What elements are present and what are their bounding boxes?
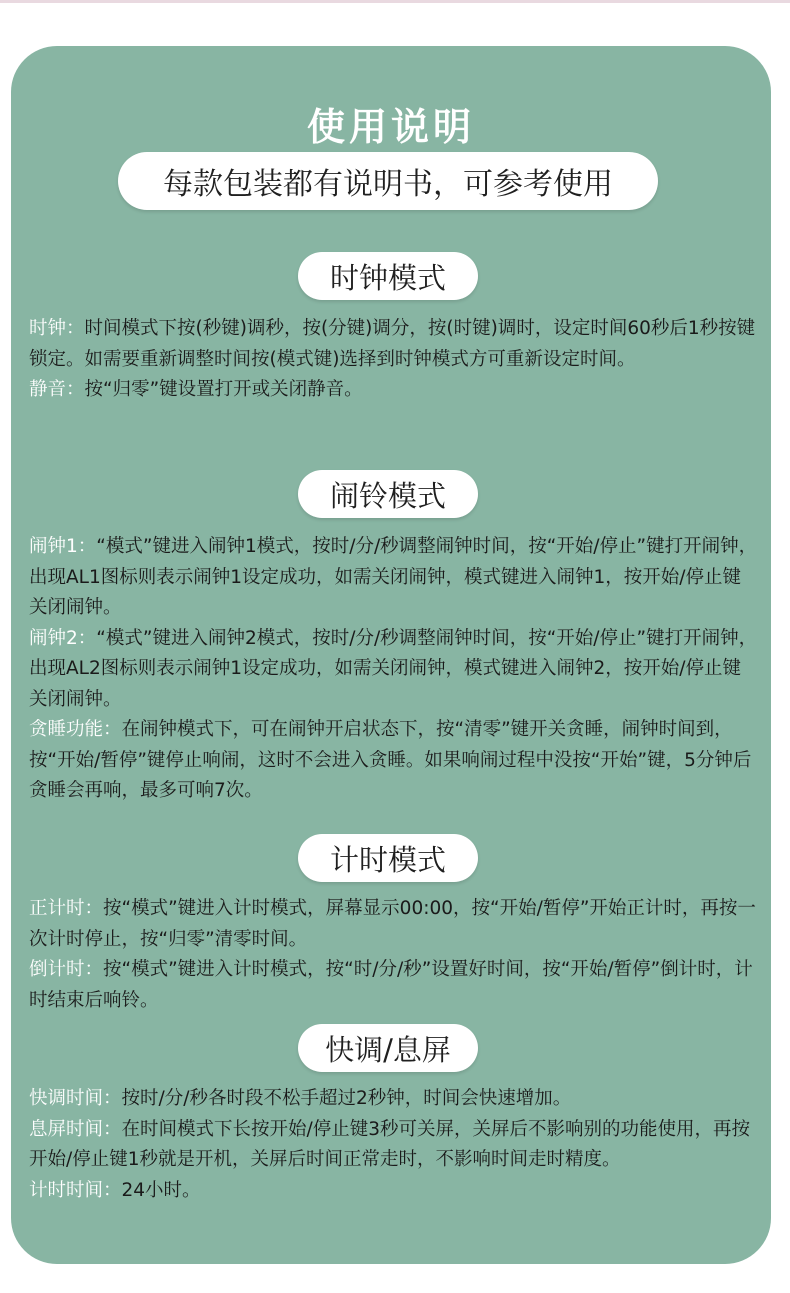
instruction-item xyxy=(29,375,759,406)
item-text: 按“归零”键设置打开或关闭静音。 xyxy=(84,379,363,400)
instruction-item xyxy=(29,624,759,716)
item-label: 快调时间： xyxy=(29,1088,122,1109)
section-heading-quick: 快调/息屏 xyxy=(298,1024,478,1072)
section-body-clock xyxy=(29,314,759,406)
instruction-item xyxy=(29,715,759,807)
instructions-card xyxy=(11,46,771,1264)
item-label: 贪睡功能： xyxy=(29,719,122,740)
item-text: 按“模式”键进入计时模式，按“时/分/秒”设置好时间，按“开始/暂停”倒计时，计时结束后响铃。 xyxy=(29,959,753,1011)
item-label: 计时时间： xyxy=(29,1179,122,1201)
item-text: 在时间模式下长按开始/停止键3秒可关屏，关屏后不影响别的功能使用，再按开始/停止键1秒就是开机，关屏后时间正常走时，不影响时间走时精度。 xyxy=(29,1118,751,1170)
instruction-item xyxy=(29,894,759,955)
page-title: 使用说明 xyxy=(306,105,475,149)
item-label: 时钟： xyxy=(29,318,85,339)
item-text: 时间模式下按(秒键)调秒，按(分键)调分，按(时键)调时，设定时间60秒后1秒按键锁定。如需要重新调整时间按(模式键)选择到时钟模式方可重新设定时间。 xyxy=(29,318,756,370)
item-label: 闹钟1： xyxy=(29,536,97,557)
instruction-item xyxy=(29,1176,759,1207)
section-body-alarm xyxy=(29,532,759,807)
item-text: 在闹钟模式下，可在闹钟开启状态下，按“清零”键开关贪睡，闹钟时间到，按“开始/暂停”键停止响闹，这时不会进入贪睡。如果响闹过程中没按“开始”键，5分钟后贪睡会再响，最多可响7次。 xyxy=(29,719,752,801)
item-text: 按时/分/秒各时段不松手超过2秒钟，时间会快速增加。 xyxy=(121,1088,572,1109)
subtitle-pill: 每款包装都有说明书，可参考使用 xyxy=(118,152,658,210)
section-body-timer xyxy=(29,894,759,1016)
item-label: 正计时： xyxy=(29,898,104,919)
instruction-item xyxy=(29,955,759,1016)
item-text: “模式”键进入闹钟2模式，按时/分/秒调整闹钟时间，按“开始/停止”键打开闹钟，出现AL2图标则表示闹钟1设定成功，如需关闭闹钟，模式键进入闹钟2，按开始/停止键关闭闹钟。 xyxy=(29,627,758,710)
instruction-item xyxy=(29,1115,759,1176)
instruction-item xyxy=(29,532,759,624)
item-label: 息屏时间： xyxy=(29,1118,122,1140)
item-text: “模式”键进入闹钟1模式，按时/分/秒调整闹钟时间，按“开始/停止”键打开闹钟，出现AL1图标则表示闹钟1设定成功，如需关闭闹钟，模式键进入闹钟1，按开始/停止键关闭闹钟。 xyxy=(29,536,758,618)
section-heading-alarm: 闹铃模式 xyxy=(298,470,478,518)
section-body-quick xyxy=(29,1084,759,1206)
item-label: 倒计时： xyxy=(29,959,104,980)
item-label: 静音： xyxy=(29,379,85,400)
item-text: 24小时。 xyxy=(121,1179,201,1201)
top-divider xyxy=(0,0,790,3)
section-heading-timer: 计时模式 xyxy=(298,834,478,882)
instruction-item xyxy=(29,1084,759,1115)
item-text: 按“模式”键进入计时模式，屏幕显示00:00，按“开始/暂停”开始正计时，再按一次计时停止，按“归零”清零时间。 xyxy=(29,898,756,950)
instruction-item xyxy=(29,314,759,375)
item-label: 闹钟2： xyxy=(29,627,97,649)
section-heading-clock: 时钟模式 xyxy=(298,252,478,300)
